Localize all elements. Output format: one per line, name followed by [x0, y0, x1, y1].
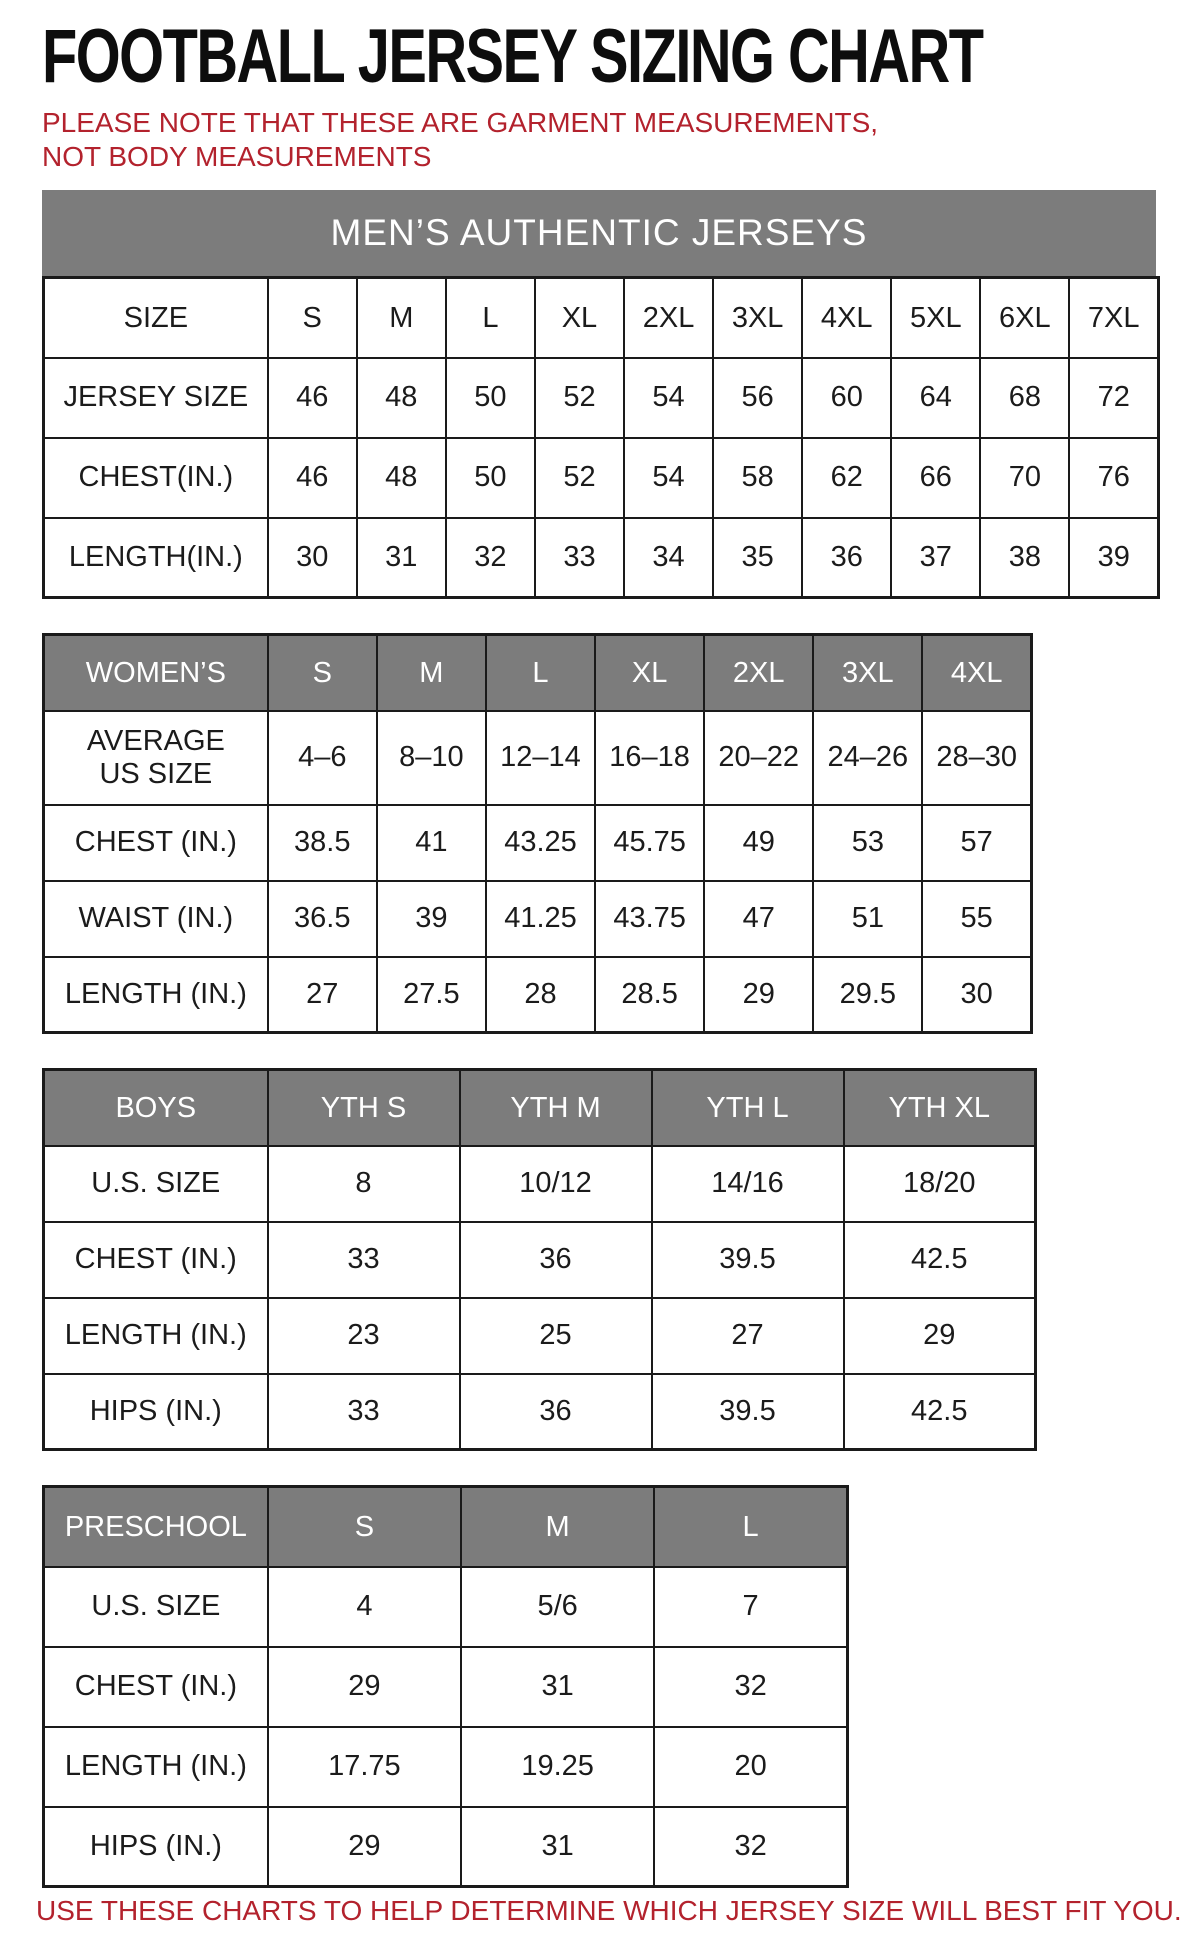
value-cell: 46: [268, 358, 357, 438]
value-cell: 62: [802, 438, 891, 518]
value-cell: 36: [460, 1222, 652, 1298]
row-label: LENGTH(IN.): [44, 518, 268, 598]
value-cell: 18/20: [844, 1146, 1036, 1222]
value-cell: 33: [268, 1222, 460, 1298]
value-cell: 72: [1069, 358, 1158, 438]
preschool-sizing-table: [42, 1485, 849, 1888]
value-cell: 38: [980, 518, 1069, 598]
value-cell: 47: [704, 881, 813, 957]
value-cell: 43.25: [486, 805, 595, 881]
value-cell: 3XL: [713, 278, 802, 358]
womens-chest-row: [44, 805, 1032, 881]
value-cell: 29.5: [813, 957, 922, 1033]
column-header: S: [268, 635, 377, 711]
value-cell: 57: [922, 805, 1031, 881]
preschool-length-row: [44, 1727, 848, 1807]
value-cell: 28–30: [922, 711, 1031, 805]
column-header: L: [486, 635, 595, 711]
value-cell: 56: [713, 358, 802, 438]
mens-sizing-table: [42, 276, 1160, 599]
mens-jersey-size-row: [44, 358, 1159, 438]
column-header: YTH L: [652, 1070, 844, 1146]
value-cell: 54: [624, 358, 713, 438]
value-cell: 41: [377, 805, 486, 881]
value-cell: 29: [704, 957, 813, 1033]
value-cell: 2XL: [624, 278, 713, 358]
value-cell: 31: [461, 1647, 654, 1727]
value-cell: 52: [535, 358, 624, 438]
womens-length-row: [44, 957, 1032, 1033]
value-cell: 66: [891, 438, 980, 518]
value-cell: 54: [624, 438, 713, 518]
column-header: YTH XL: [844, 1070, 1036, 1146]
value-cell: 50: [446, 358, 535, 438]
preschool-chest-row: [44, 1647, 848, 1727]
value-cell: 58: [713, 438, 802, 518]
row-label: CHEST (IN.): [44, 1222, 268, 1298]
value-cell: 12–14: [486, 711, 595, 805]
column-header: YTH S: [268, 1070, 460, 1146]
value-cell: 28.5: [595, 957, 704, 1033]
preschool-hips-row: [44, 1807, 848, 1887]
value-cell: M: [357, 278, 446, 358]
value-cell: 32: [446, 518, 535, 598]
column-header: 3XL: [813, 635, 922, 711]
value-cell: 27: [268, 957, 377, 1033]
value-cell: 33: [535, 518, 624, 598]
row-label: CHEST (IN.): [44, 805, 268, 881]
row-label: U.S. SIZE: [44, 1567, 268, 1647]
value-cell: 52: [535, 438, 624, 518]
value-cell: 8: [268, 1146, 460, 1222]
womens-header-row: [44, 635, 1032, 711]
boys-header-row: [44, 1070, 1036, 1146]
value-cell: L: [446, 278, 535, 358]
column-header: 4XL: [922, 635, 1031, 711]
page-title: [42, 16, 1200, 98]
value-cell: 5/6: [461, 1567, 654, 1647]
column-header: M: [377, 635, 486, 711]
value-cell: 4XL: [802, 278, 891, 358]
value-cell: 17.75: [268, 1727, 461, 1807]
value-cell: 39: [377, 881, 486, 957]
value-cell: 50: [446, 438, 535, 518]
value-cell: 37: [891, 518, 980, 598]
value-cell: 36: [460, 1374, 652, 1450]
value-cell: 32: [654, 1807, 847, 1887]
table-title-cell: PRESCHOOL: [44, 1487, 268, 1567]
mens-chest-row: [44, 438, 1159, 518]
row-label: LENGTH (IN.): [44, 1727, 268, 1807]
value-cell: 43.75: [595, 881, 704, 957]
table-title-cell: BOYS: [44, 1070, 268, 1146]
value-cell: 36.5: [268, 881, 377, 957]
value-cell: 7XL: [1069, 278, 1158, 358]
value-cell: 39.5: [652, 1374, 844, 1450]
column-header: M: [461, 1487, 654, 1567]
value-cell: 64: [891, 358, 980, 438]
value-cell: S: [268, 278, 357, 358]
boys-us-size-row: [44, 1146, 1036, 1222]
value-cell: 19.25: [461, 1727, 654, 1807]
boys-chest-row: [44, 1222, 1036, 1298]
value-cell: 29: [268, 1807, 461, 1887]
value-cell: 38.5: [268, 805, 377, 881]
value-cell: 51: [813, 881, 922, 957]
value-cell: 4: [268, 1567, 461, 1647]
value-cell: 16–18: [595, 711, 704, 805]
value-cell: 49: [704, 805, 813, 881]
value-cell: 29: [268, 1647, 461, 1727]
value-cell: 53: [813, 805, 922, 881]
value-cell: 25: [460, 1298, 652, 1374]
womens-waist-row: [44, 881, 1032, 957]
value-cell: 45.75: [595, 805, 704, 881]
value-cell: 31: [461, 1807, 654, 1887]
row-label: LENGTH (IN.): [44, 957, 268, 1033]
boys-sizing-table: [42, 1068, 1037, 1451]
value-cell: 4–6: [268, 711, 377, 805]
value-cell: 31: [357, 518, 446, 598]
boys-hips-row: [44, 1374, 1036, 1450]
value-cell: 14/16: [652, 1146, 844, 1222]
value-cell: 27: [652, 1298, 844, 1374]
mens-size-row: [44, 278, 1159, 358]
row-label: CHEST (IN.): [44, 1647, 268, 1727]
value-cell: 70: [980, 438, 1069, 518]
value-cell: 30: [922, 957, 1031, 1033]
value-cell: 48: [357, 438, 446, 518]
value-cell: 23: [268, 1298, 460, 1374]
column-header: YTH M: [460, 1070, 652, 1146]
boys-length-row: [44, 1298, 1036, 1374]
row-label: [44, 711, 268, 805]
row-label: HIPS (IN.): [44, 1374, 268, 1450]
preschool-header-row: [44, 1487, 848, 1567]
value-cell: 46: [268, 438, 357, 518]
mens-table-banner: MEN’S AUTHENTIC JERSEYS: [42, 190, 1156, 276]
value-cell: 41.25: [486, 881, 595, 957]
value-cell: 76: [1069, 438, 1158, 518]
value-cell: 10/12: [460, 1146, 652, 1222]
preschool-us-size-row: [44, 1567, 848, 1647]
row-label: HIPS (IN.): [44, 1807, 268, 1887]
column-header: 2XL: [704, 635, 813, 711]
value-cell: 68: [980, 358, 1069, 438]
value-cell: 35: [713, 518, 802, 598]
value-cell: 24–26: [813, 711, 922, 805]
value-cell: 39.5: [652, 1222, 844, 1298]
page-title-text: FOOTBALL JERSEY SIZING CHART: [42, 14, 983, 99]
row-label: CHEST(IN.): [44, 438, 268, 518]
value-cell: 48: [357, 358, 446, 438]
column-header: XL: [595, 635, 704, 711]
value-cell: 30: [268, 518, 357, 598]
row-label: SIZE: [44, 278, 268, 358]
mens-length-row: [44, 518, 1159, 598]
row-label: JERSEY SIZE: [44, 358, 268, 438]
womens-us-size-row: [44, 711, 1032, 805]
value-cell: 28: [486, 957, 595, 1033]
table-title-cell: WOMEN’S: [44, 635, 268, 711]
value-cell: 20: [654, 1727, 847, 1807]
value-cell: 55: [922, 881, 1031, 957]
value-cell: 39: [1069, 518, 1158, 598]
footer-note: USE THESE CHARTS TO HELP DETERMINE WHICH JERSEY SIZE WILL BEST FIT YOU.: [36, 1895, 1182, 1927]
column-header: L: [654, 1487, 847, 1567]
womens-sizing-table: [42, 633, 1033, 1034]
value-cell: 6XL: [980, 278, 1069, 358]
value-cell: 60: [802, 358, 891, 438]
value-cell: 36: [802, 518, 891, 598]
value-cell: 5XL: [891, 278, 980, 358]
garment-measurements-note: PLEASE NOTE THAT THESE ARE GARMENT MEASUREMENTS, NOT BODY MEASUREMENTS: [42, 107, 879, 173]
value-cell: 32: [654, 1647, 847, 1727]
row-label: WAIST (IN.): [44, 881, 268, 957]
value-cell: 27.5: [377, 957, 486, 1033]
value-cell: 29: [844, 1298, 1036, 1374]
value-cell: 20–22: [704, 711, 813, 805]
row-label-text: AVERAGE US SIZE: [86, 724, 225, 790]
value-cell: XL: [535, 278, 624, 358]
value-cell: 8–10: [377, 711, 486, 805]
mens-jerseys-section: [42, 190, 1200, 599]
row-label: LENGTH (IN.): [44, 1298, 268, 1374]
column-header: S: [268, 1487, 461, 1567]
row-label: U.S. SIZE: [44, 1146, 268, 1222]
value-cell: 33: [268, 1374, 460, 1450]
value-cell: 42.5: [844, 1374, 1036, 1450]
value-cell: 42.5: [844, 1222, 1036, 1298]
value-cell: 7: [654, 1567, 847, 1647]
value-cell: 34: [624, 518, 713, 598]
